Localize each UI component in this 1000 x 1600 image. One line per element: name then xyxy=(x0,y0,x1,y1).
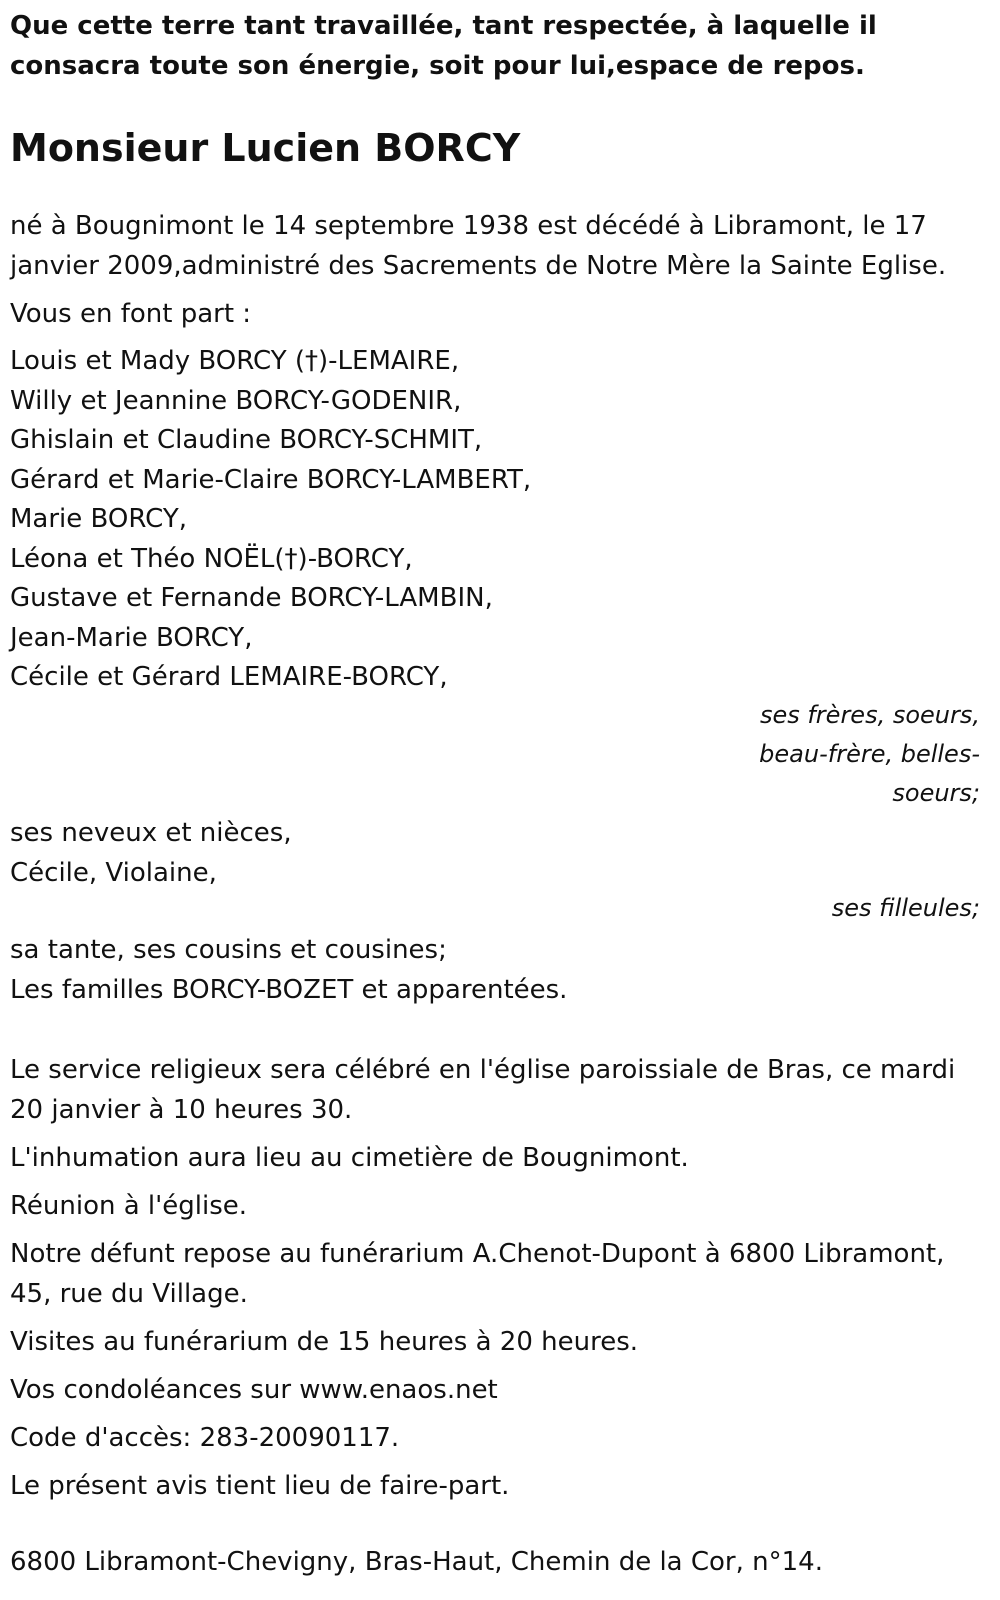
role-godchildren: ses filleules; xyxy=(831,893,980,922)
meeting-info: Réunion à l'église. xyxy=(10,1190,248,1221)
family-member: Jean-Marie BORCY, xyxy=(10,622,253,653)
family-list xyxy=(10,342,980,698)
family-member: Willy et Jeannine BORCY-GODENIR, xyxy=(10,385,462,416)
family-member: Louis et Mady BORCY (†)-LEMAIRE, xyxy=(10,346,460,376)
notice-line: Le présent avis tient lieu de faire-part. xyxy=(10,1470,510,1501)
family-member: Ghislain et Claudine BORCY-SCHMIT, xyxy=(10,425,483,455)
burial-info: L'inhumation aura lieu au cimetière de Bougnimont. xyxy=(10,1142,689,1173)
family-member: Léona et Théo NOËL(†)-BORCY, xyxy=(10,543,413,574)
family-member: Marie BORCY, xyxy=(10,504,187,534)
aunt-cousins-line: sa tante, ses cousins et cousines; xyxy=(10,934,447,965)
nephews-line: ses neveux et nièces, xyxy=(10,817,292,848)
announce-line: Vous en font part : xyxy=(10,299,252,329)
family-member: Cécile et Gérard LEMAIRE-BORCY, xyxy=(10,662,448,692)
access-code: Code d'accès: 283-20090117. xyxy=(10,1422,400,1453)
family-member: Gérard et Marie-Claire BORCY-LAMBERT, xyxy=(10,464,532,495)
funeral-home-info: Notre défunt repose au funérarium A.Chenot-Dupont à 6800 Libramont, 45, rue du Village. xyxy=(10,1238,945,1309)
condolences-info: Vos condoléances sur www.enaos.net xyxy=(10,1374,498,1405)
epigraph: Que cette terre tant travaillée, tant respectée, à laquelle il consacra toute son énergie, soit pour lui,espace de repos. xyxy=(10,11,877,81)
deceased-name: Monsieur Lucien BORCY xyxy=(10,126,521,170)
visits-info: Visites au funérarium de 15 heures à 20 heures. xyxy=(10,1326,639,1357)
family-member: Gustave et Fernande BORCY-LAMBIN, xyxy=(10,583,493,613)
role-siblings: ses frères, soeurs, beau-frère, belles-soeurs; xyxy=(759,700,980,807)
home-address: 6800 Libramont-Chevigny, Bras-Haut, Chemin de la Cor, n°14. xyxy=(10,1546,823,1577)
godchildren-names: Cécile, Violaine, xyxy=(10,857,217,888)
service-info: Le service religieux sera célébré en l'église paroissiale de Bras, ce mardi 20 janvier à 10 heures 30. xyxy=(10,1054,956,1125)
birth-death-statement: né à Bougnimont le 14 septembre 1938 est décédé à Libramont, le 17 janvier 2009,administré des Sacrements de Notre Mère la Sainte Eglise. xyxy=(10,211,947,281)
families-line: Les familles BORCY-BOZET et apparentées. xyxy=(10,974,568,1005)
